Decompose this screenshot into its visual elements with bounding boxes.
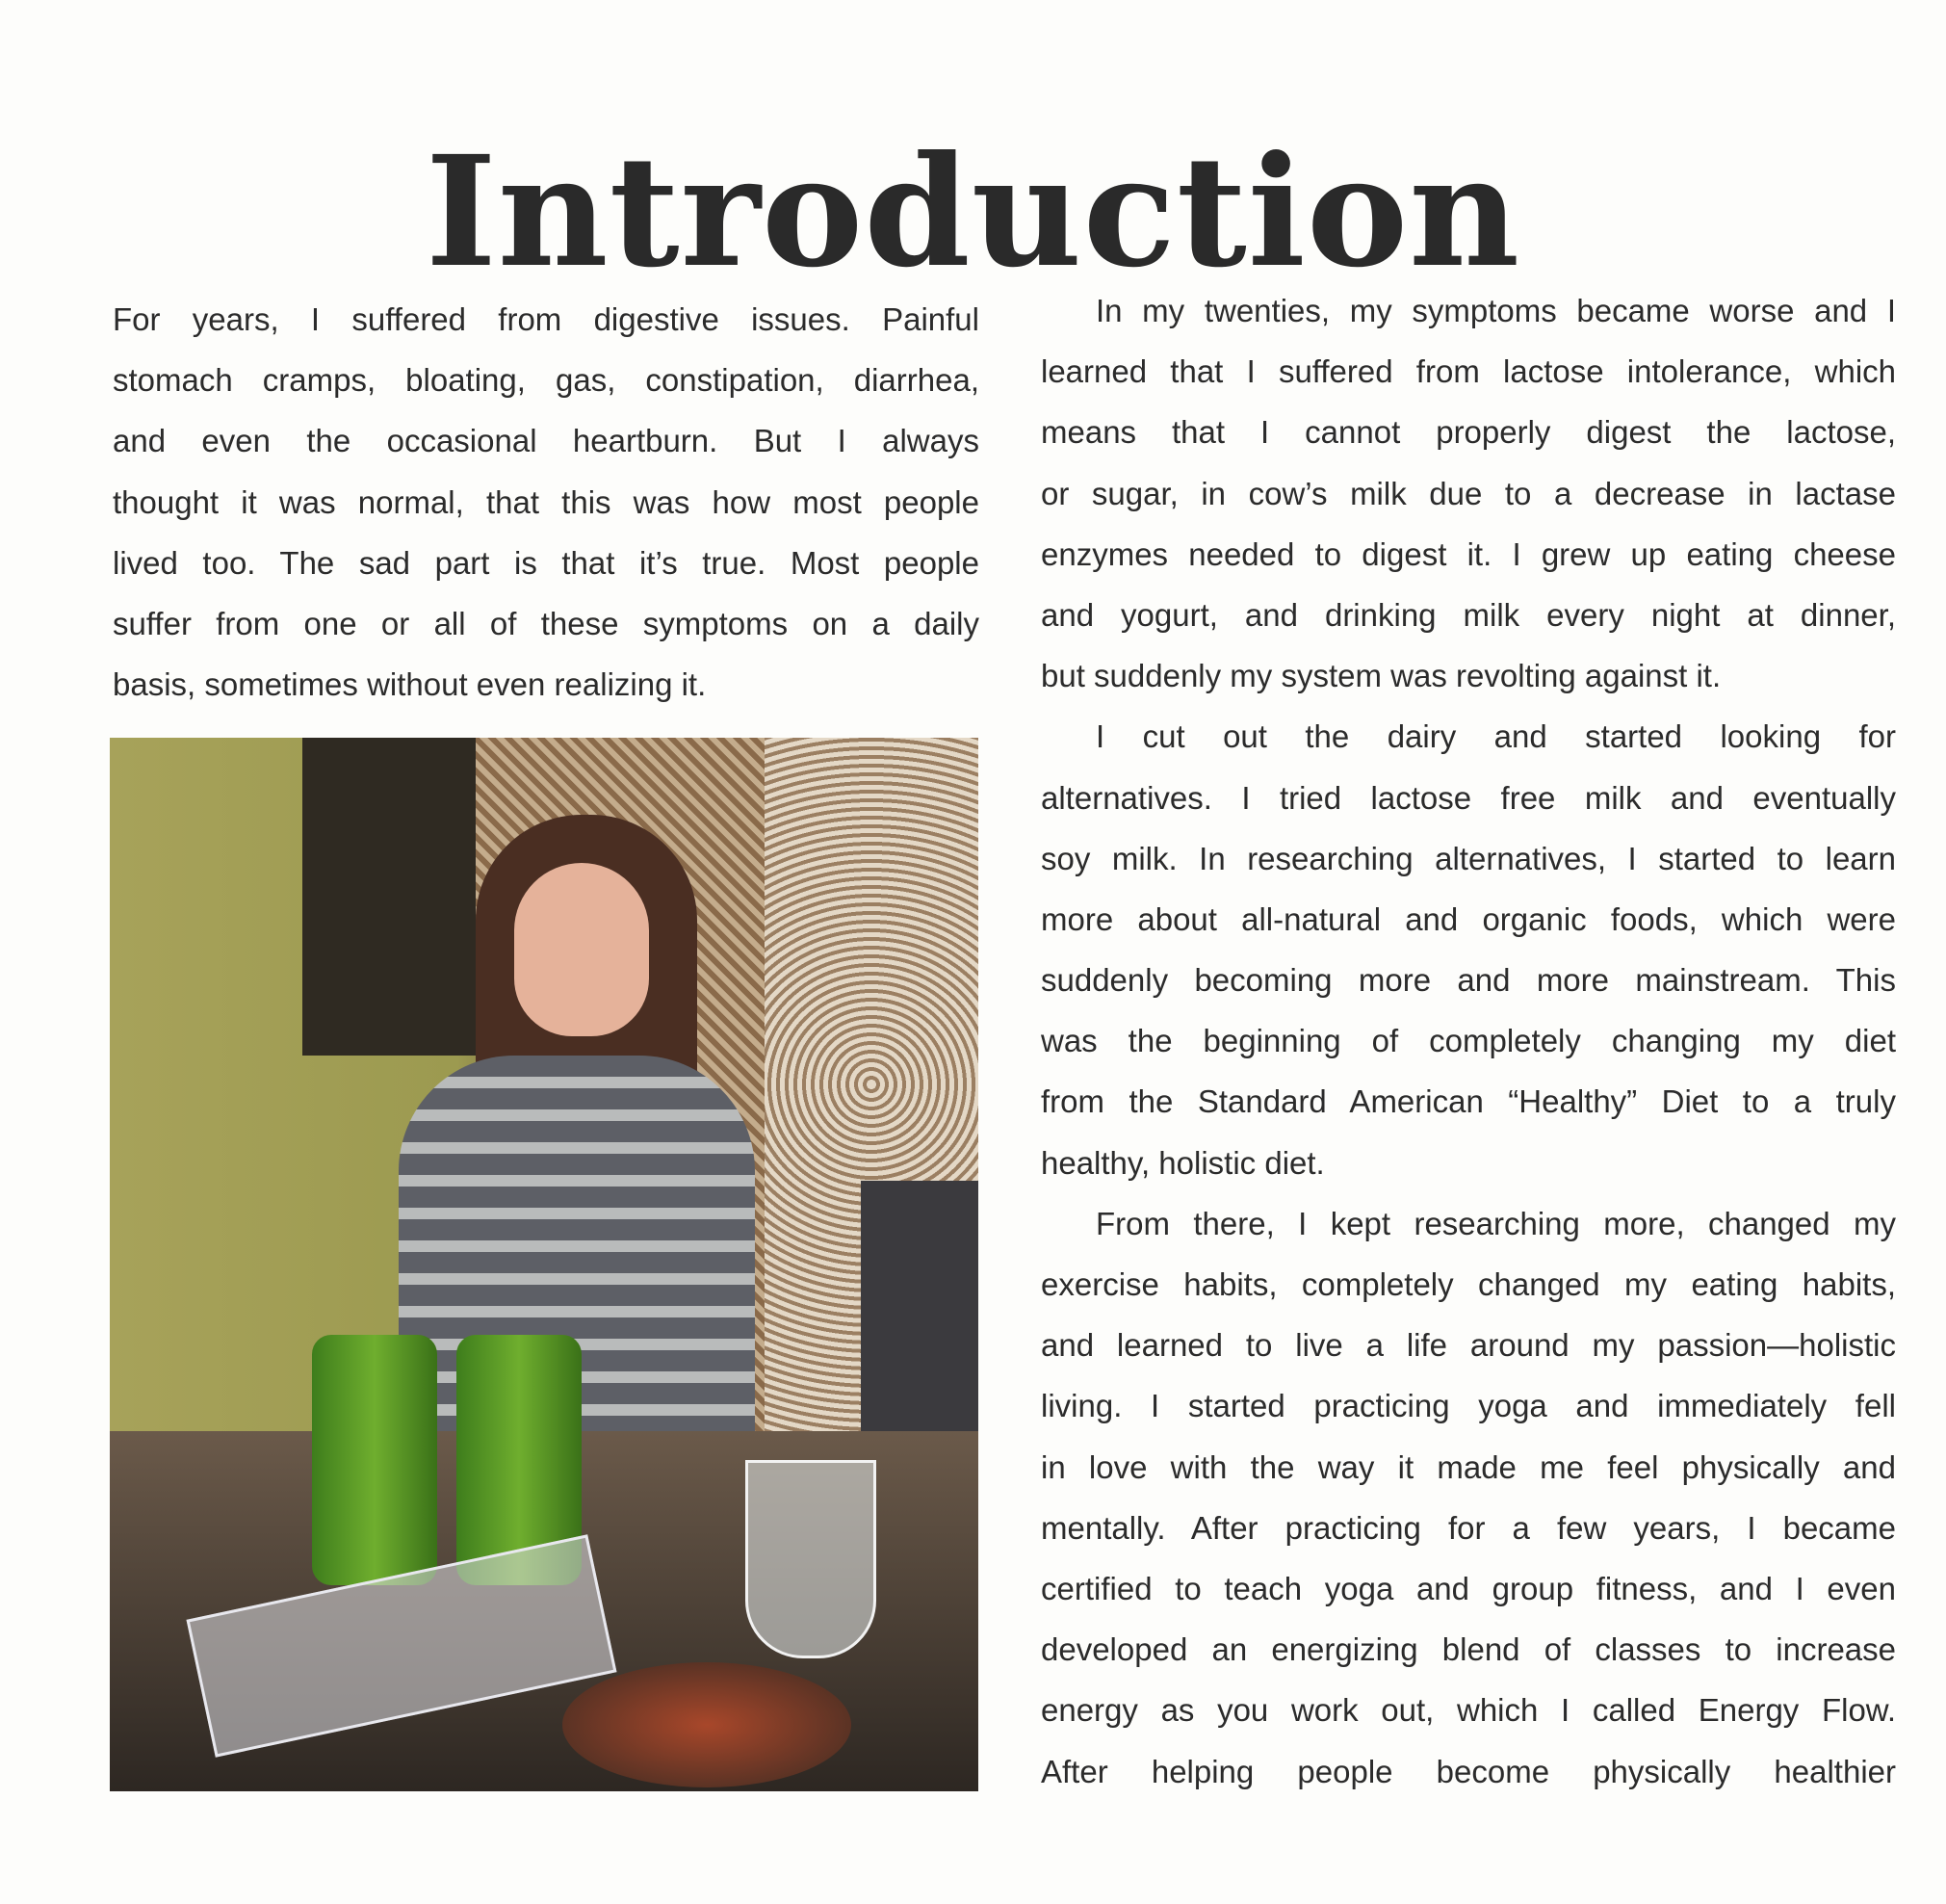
text-line: and yogurt, and drinking milk every night at dinner, bbox=[1041, 596, 1896, 633]
text-line: From there, I kept researching more, changed my bbox=[1096, 1205, 1896, 1241]
green-juice-jar bbox=[312, 1335, 437, 1585]
text-line: learned that I suffered from lactose intolerance, which bbox=[1041, 353, 1896, 390]
text-line: In my twenties, my symptoms became worse and I bbox=[1096, 293, 1896, 328]
text-line: energy as you work out, which I called Energy Flow. bbox=[1041, 1692, 1896, 1729]
text-line: basis, sometimes without even realizing it. bbox=[113, 666, 707, 703]
text-line: alternatives. I tried lactose free milk and eventually bbox=[1041, 779, 1896, 816]
text-line: developed an energizing blend of classes to increase bbox=[1041, 1631, 1896, 1668]
roasted-vegetable-bowl bbox=[562, 1662, 851, 1787]
text-line: For years, I suffered from digestive issues. Painful bbox=[113, 301, 979, 337]
text-line: mentally. After practicing for a few years, I became bbox=[1041, 1509, 1896, 1546]
text-line: healthy, holistic diet. bbox=[1041, 1144, 1325, 1181]
text-line: or sugar, in cow’s milk due to a decrease in lactase bbox=[1041, 475, 1896, 511]
text-line: exercise habits, completely changed my eating habits, bbox=[1041, 1266, 1896, 1302]
text-line: thought it was normal, that this was how most people bbox=[113, 483, 979, 520]
woman-face bbox=[514, 863, 649, 1036]
text-line: living. I started practicing yoga and immediately fell bbox=[1041, 1388, 1896, 1424]
right-column-text bbox=[1041, 280, 1896, 1802]
text-line: and even the occasional heartburn. But I always bbox=[113, 423, 979, 459]
left-column-text bbox=[113, 289, 979, 715]
water-glass bbox=[745, 1460, 876, 1658]
text-line: lived too. The sad part is that it’s true. Most people bbox=[113, 544, 979, 581]
text-line: enzymes needed to digest it. I grew up eating cheese bbox=[1041, 535, 1896, 572]
text-line: I cut out the dairy and started looking for bbox=[1096, 718, 1896, 755]
wall-frame bbox=[302, 738, 476, 1056]
text-line: was the beginning of completely changing my diet bbox=[1041, 1023, 1896, 1059]
text-line: more about all-natural and organic foods, which were bbox=[1041, 900, 1896, 937]
text-line: means that I cannot properly digest the lactose, bbox=[1041, 414, 1896, 451]
text-line: but suddenly my system was revolting against it. bbox=[1041, 658, 1722, 694]
text-line: suffer from one or all of these symptoms on a daily bbox=[113, 605, 979, 641]
text-line: and learned to live a life around my passion—holistic bbox=[1041, 1327, 1896, 1364]
text-line: stomach cramps, bloating, gas, constipation, diarrhea, bbox=[113, 362, 979, 399]
text-line: from the Standard American “Healthy” Diet to a truly bbox=[1041, 1083, 1896, 1120]
page-title: Introduction bbox=[425, 122, 1521, 301]
text-line: certified to teach yoga and group fitness, and I even bbox=[1041, 1570, 1896, 1606]
text-line: After helping people become physically healthier bbox=[1041, 1753, 1896, 1789]
text-line: soy milk. In researching alternatives, I started to learn bbox=[1041, 840, 1896, 876]
author-photo bbox=[110, 738, 978, 1791]
text-line: in love with the way it made me feel physically and bbox=[1041, 1448, 1896, 1485]
text-line: suddenly becoming more and more mainstream. This bbox=[1041, 962, 1896, 999]
